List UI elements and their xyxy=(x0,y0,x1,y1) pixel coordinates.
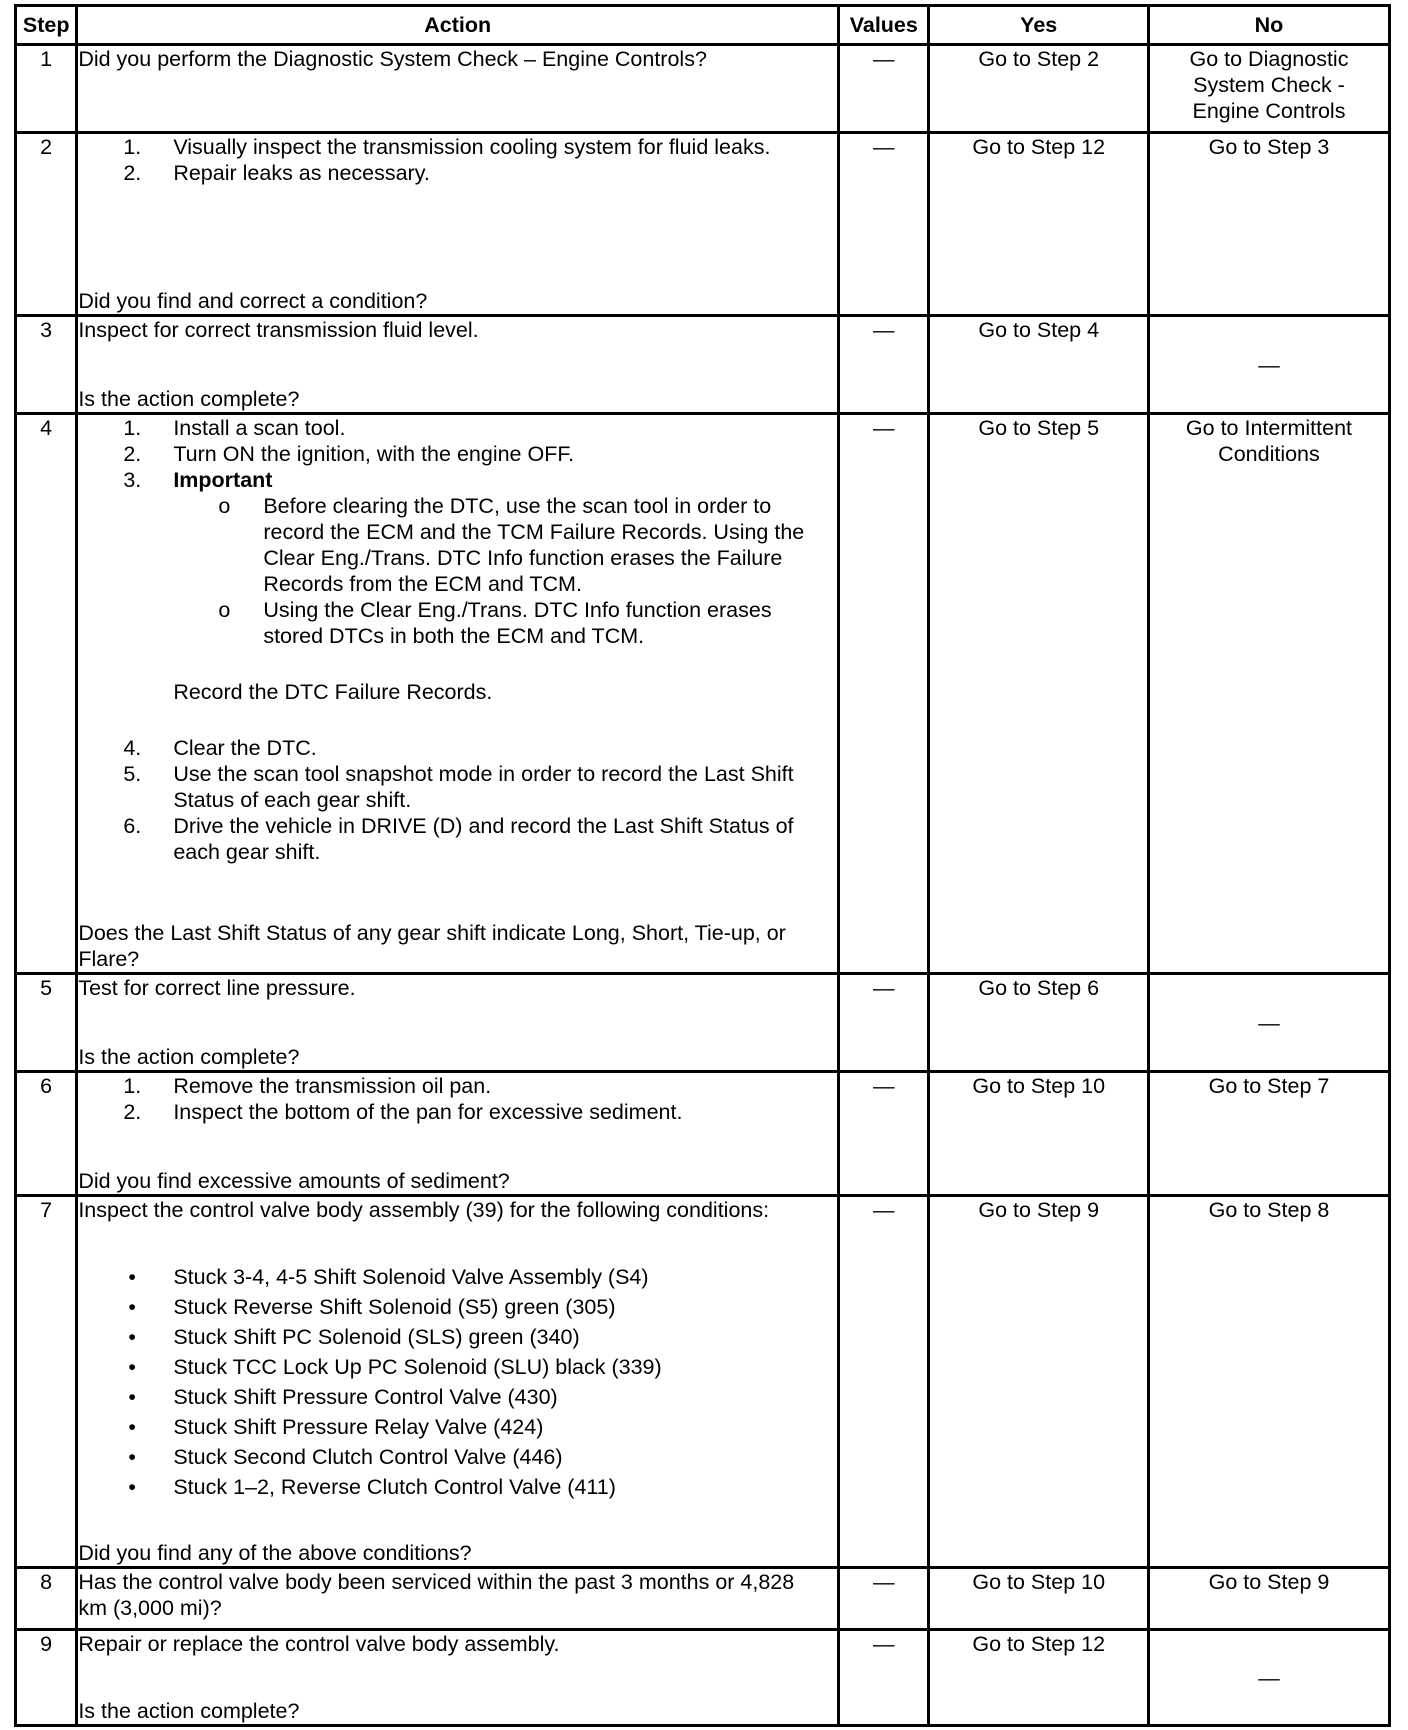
step-number: 7 xyxy=(16,1196,77,1568)
action-text: Test for correct line pressure. xyxy=(78,976,356,1000)
values-cell: — xyxy=(839,974,929,1072)
table-row xyxy=(16,133,1390,316)
yes-cell: Go to Step 4 xyxy=(929,316,1148,414)
table-row xyxy=(16,1072,1390,1196)
action-cell xyxy=(77,1196,839,1568)
list-item: 5. Use the scan tool snapshot mode in order to record the Last Shift Status of each gear shift. xyxy=(123,762,794,812)
action-cell xyxy=(77,1568,839,1630)
step-number: 2 xyxy=(16,133,77,316)
numbered-list xyxy=(78,735,817,865)
table-row xyxy=(16,45,1390,133)
list-item: 2. Turn ON the ignition, with the engine OFF. xyxy=(123,442,575,466)
action-cell xyxy=(77,45,839,133)
question-text: Is the action complete? xyxy=(78,387,300,411)
question-text: Did you find and correct a condition? xyxy=(78,289,428,313)
record-text: Record the DTC Failure Records. xyxy=(173,680,493,704)
question-text: Is the action complete? xyxy=(78,1045,300,1069)
action-text: Has the control valve body been serviced within the past 3 months or 4,828 km (3,000 mi)? xyxy=(78,1570,795,1620)
list-item: • Stuck TCC Lock Up PC Solenoid (SLU) black (339) xyxy=(173,1352,837,1382)
list-item: • Stuck Reverse Shift Solenoid (S5) green (305) xyxy=(173,1292,837,1322)
action-cell xyxy=(77,133,839,316)
values-cell: — xyxy=(839,1630,929,1726)
action-text: Did you perform the Diagnostic System Check – Engine Controls? xyxy=(78,47,707,71)
no-cell: Go to Step 8 xyxy=(1148,1196,1389,1568)
values-cell: — xyxy=(839,133,929,316)
table-row xyxy=(16,414,1390,974)
no-cell: Go to Step 3 xyxy=(1148,133,1389,316)
step-number: 4 xyxy=(16,414,77,974)
diagnostic-table xyxy=(14,4,1391,1727)
step-number: 3 xyxy=(16,316,77,414)
list-item: • Stuck 1–2, Reverse Clutch Control Valve (411) xyxy=(173,1472,837,1502)
sub-list-item: o Using the Clear Eng./Trans. DTC Info function erases stored DTCs in both the ECM and TCM. xyxy=(263,597,817,649)
values-cell: — xyxy=(839,45,929,133)
yes-cell: Go to Step 9 xyxy=(929,1196,1148,1568)
header-action: Action xyxy=(77,6,839,45)
table-row xyxy=(16,974,1390,1072)
table-row xyxy=(16,1568,1390,1630)
header-step: Step xyxy=(16,6,77,45)
list-item: 6. Drive the vehicle in DRIVE (D) and record the Last Shift Status of each gear shift. xyxy=(123,814,794,864)
list-item: 1. Remove the transmission oil pan. xyxy=(123,1074,492,1098)
list-item: 4. Clear the DTC. xyxy=(123,736,317,760)
action-cell xyxy=(77,974,839,1072)
values-cell: — xyxy=(839,1196,929,1568)
table-row xyxy=(16,1196,1390,1568)
values-cell: — xyxy=(839,316,929,414)
values-cell: — xyxy=(839,1568,929,1630)
list-item: 2. Inspect the bottom of the pan for excessive sediment. xyxy=(123,1100,683,1124)
action-text: Repair or replace the control valve body assembly. xyxy=(78,1632,560,1656)
yes-cell: Go to Step 6 xyxy=(929,974,1148,1072)
step-number: 1 xyxy=(16,45,77,133)
list-item: • Stuck Second Clutch Control Valve (446) xyxy=(173,1442,837,1472)
numbered-list xyxy=(78,1073,837,1125)
step-number: 9 xyxy=(16,1630,77,1726)
action-cell xyxy=(77,414,839,974)
step-number: 5 xyxy=(16,974,77,1072)
table-row xyxy=(16,316,1390,414)
list-item: • Stuck Shift PC Solenoid (SLS) green (340) xyxy=(173,1322,837,1352)
header-no: No xyxy=(1148,6,1389,45)
step-number: 6 xyxy=(16,1072,77,1196)
question-text: Does the Last Shift Status of any gear shift indicate Long, Short, Tie-up, or Flare? xyxy=(78,921,786,971)
header-values: Values xyxy=(839,6,929,45)
action-text: Inspect the control valve body assembly (39) for the following conditions: xyxy=(78,1198,770,1222)
list-item: 3. Important o Before clearing the DTC, use the scan tool in order to record the ECM and the TCM Failure Records. Using the Clear Eng./Trans. DTC Info function erases the Failure Records from the ECM and TCM. o Using the Clear Eng./Trans. DTC Info function erases stored DTCs in both the ECM and TCM. xyxy=(173,467,837,649)
numbered-list xyxy=(78,415,837,649)
table-row xyxy=(16,1630,1390,1726)
yes-cell: Go to Step 2 xyxy=(929,45,1148,133)
sub-list-item: o Before clearing the DTC, use the scan tool in order to record the ECM and the TCM Failure Records. Using the Clear Eng./Trans. DTC Info function erases the Failure Records from the ECM and TCM. xyxy=(263,493,817,597)
no-cell: Go to Step 9 xyxy=(1148,1568,1389,1630)
condition-list xyxy=(78,1262,837,1502)
action-text: Inspect for correct transmission fluid level. xyxy=(78,318,479,342)
sub-list xyxy=(173,493,817,649)
question-text: Did you find any of the above conditions? xyxy=(78,1541,472,1565)
important-label: Important xyxy=(173,468,273,492)
values-cell: — xyxy=(839,414,929,974)
yes-cell: Go to Step 12 xyxy=(929,1630,1148,1726)
question-text: Is the action complete? xyxy=(78,1699,300,1723)
no-cell: Go to Step 7 xyxy=(1148,1072,1389,1196)
values-cell: — xyxy=(839,1072,929,1196)
list-item: • Stuck Shift Pressure Control Valve (430) xyxy=(173,1382,837,1412)
step-number: 8 xyxy=(16,1568,77,1630)
no-cell: — xyxy=(1148,1630,1389,1726)
yes-cell: Go to Step 10 xyxy=(929,1072,1148,1196)
list-item: • Stuck 3-4, 4-5 Shift Solenoid Valve Assembly (S4) xyxy=(173,1262,837,1292)
action-cell xyxy=(77,1630,839,1726)
header-yes: Yes xyxy=(929,6,1148,45)
action-cell xyxy=(77,316,839,414)
list-item: 1. Install a scan tool. xyxy=(123,416,346,440)
list-item: • Stuck Shift Pressure Relay Valve (424) xyxy=(173,1412,837,1442)
yes-cell: Go to Step 5 xyxy=(929,414,1148,974)
no-cell: — xyxy=(1148,974,1389,1072)
numbered-list xyxy=(78,134,837,186)
no-cell: — xyxy=(1148,316,1389,414)
no-cell: Go to Intermittent Conditions xyxy=(1148,414,1389,974)
yes-cell: Go to Step 12 xyxy=(929,133,1148,316)
header-row xyxy=(16,6,1390,45)
action-cell xyxy=(77,1072,839,1196)
question-text: Did you find excessive amounts of sediment? xyxy=(78,1169,510,1193)
no-cell: Go to Diagnostic System Check - Engine Controls xyxy=(1148,45,1389,133)
list-item: 2. Repair leaks as necessary. xyxy=(123,161,430,185)
yes-cell: Go to Step 10 xyxy=(929,1568,1148,1630)
list-item: 1. Visually inspect the transmission cooling system for fluid leaks. xyxy=(123,135,771,159)
